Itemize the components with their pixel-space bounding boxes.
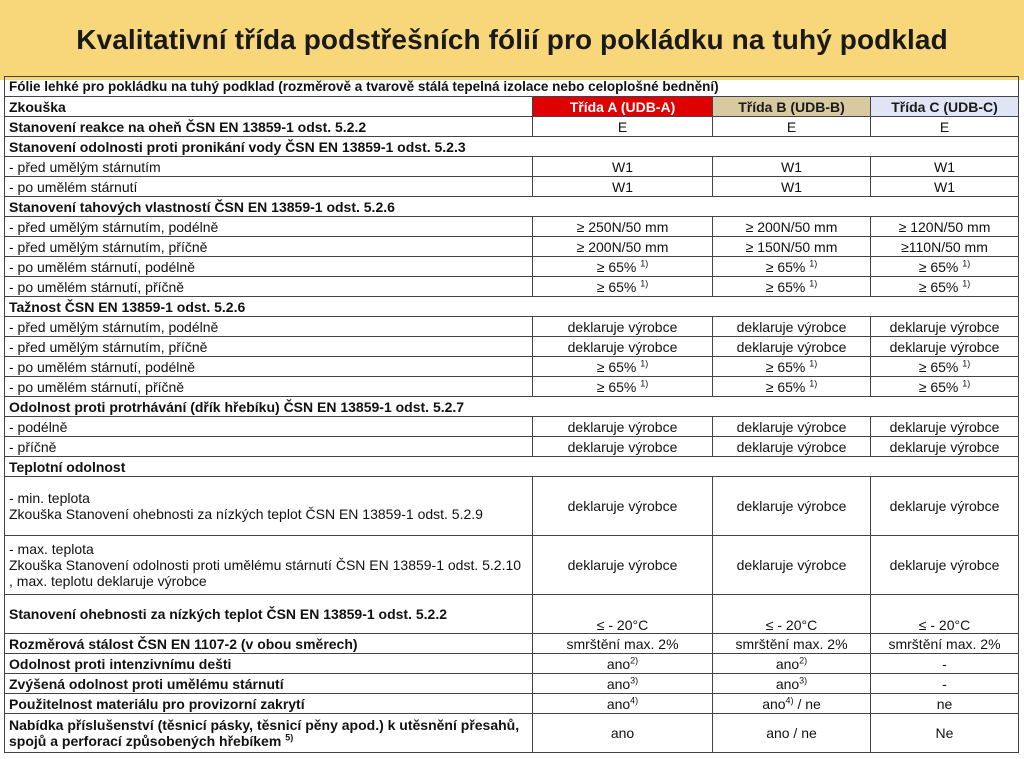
footnote-ref: 1) [809, 277, 818, 288]
section-row [5, 457, 1019, 477]
cell-c: deklaruje výrobce [871, 317, 1019, 337]
row-label: - před umělým stárnutím, příčně [5, 237, 533, 257]
row-label [5, 714, 533, 753]
row-label: - před umělým stárnutím [5, 157, 533, 177]
footnote-ref: 3) [799, 674, 808, 685]
cell-value: ≥ 65% [596, 278, 637, 295]
header-row [5, 97, 1019, 117]
cell-value: ano [775, 675, 800, 692]
title-bar [0, 0, 1024, 80]
cell-value: ≥ 65% [918, 278, 959, 295]
row-label: - po umělém stárnutí [5, 177, 533, 197]
cell-b [713, 257, 871, 277]
cell-c: ≥110N/50 mm [871, 237, 1019, 257]
cell-b: deklaruje výrobce [713, 536, 871, 595]
cell-b [713, 694, 871, 714]
footnote-ref: 4) [785, 694, 794, 705]
footnote-ref: 1) [640, 357, 649, 368]
cell-b: ≥ 200N/50 mm [713, 217, 871, 237]
footnote-ref: 3) [630, 674, 639, 685]
cell-b: ≤ - 20°C [713, 595, 871, 634]
table-row [5, 337, 1019, 357]
cell-c [871, 257, 1019, 277]
cell-b: deklaruje výrobce [713, 417, 871, 437]
cell-value: ≥ 65% [765, 278, 806, 295]
footnote-ref: 5) [285, 732, 294, 743]
row-label: - před umělým stárnutím, příčně [5, 337, 533, 357]
row-label: Zvýšená odolnost proti umělému stárnutí [5, 674, 533, 694]
header-class-a: Třída A (UDB-A) [533, 97, 713, 117]
row-label: - max. teplota Zkouška Stanovení odolnosti proti umělému stárnutí ČSN EN 13859-1 odst. 5.2.10 , max. teplotu deklaruje výrobce [5, 536, 533, 595]
cell-a [533, 694, 713, 714]
cell-c: ne [871, 694, 1019, 714]
table-row [5, 317, 1019, 337]
table-row [5, 437, 1019, 457]
cell-c: ≤ - 20°C [871, 595, 1019, 634]
table-row [5, 157, 1019, 177]
cell-a [533, 654, 713, 674]
row-label: - po umělém stárnutí, podélně [5, 257, 533, 277]
row-label-text: Nabídka příslušenství (těsnicí pásky, těsnicí pěny apod.) k utěsnění přesahů, spojů a perforací způsobených hřebíkem [9, 717, 520, 749]
cell-c: - [871, 654, 1019, 674]
section-label: Tažnost ČSN EN 13859-1 odst. 5.2.6 [5, 297, 1019, 317]
cell-a: ≥ 200N/50 mm [533, 237, 713, 257]
table-row [5, 377, 1019, 397]
cell-value: ano [775, 655, 800, 672]
row-label: - podélně [5, 417, 533, 437]
cell-b: deklaruje výrobce [713, 317, 871, 337]
cell-a: smrštění max. 2% [533, 634, 713, 654]
table-row [5, 654, 1019, 674]
cell-c: deklaruje výrobce [871, 536, 1019, 595]
cell-a: deklaruje výrobce [533, 337, 713, 357]
row-label: - před umělým stárnutím, podélně [5, 317, 533, 337]
cell-b: deklaruje výrobce [713, 477, 871, 536]
footnote-ref: 2) [630, 654, 639, 665]
cell-a: deklaruje výrobce [533, 437, 713, 457]
cell-b: smrštění max. 2% [713, 634, 871, 654]
cell-value: ≥ 65% [596, 258, 637, 275]
cell-b [713, 654, 871, 674]
table-subtitle: Fólie lehké pro pokládku na tuhý podklad (rozměrově a tvarově stálá tepelná izolace nebo celoplošné bednění) [5, 77, 1019, 97]
cell-c: W1 [871, 157, 1019, 177]
classification-table [4, 76, 1019, 753]
cell-value: ≥ 65% [918, 258, 959, 275]
cell-b: E [713, 117, 871, 137]
cell-value: ano [606, 655, 631, 672]
section-row [5, 197, 1019, 217]
cell-b: ano / ne [713, 714, 871, 753]
cell-a: deklaruje výrobce [533, 477, 713, 536]
table-row [5, 595, 1019, 634]
table-row [5, 257, 1019, 277]
cell-c: deklaruje výrobce [871, 477, 1019, 536]
cell-a: ≤ - 20°C [533, 595, 713, 634]
cell-a: W1 [533, 177, 713, 197]
cell-value: ano [606, 695, 631, 712]
cell-a: W1 [533, 157, 713, 177]
section-row [5, 297, 1019, 317]
footnote-ref: 1) [962, 257, 971, 268]
table-row [5, 237, 1019, 257]
footnote-ref: 4) [630, 694, 639, 705]
table-row [5, 417, 1019, 437]
section-label: Stanovení odolnosti proti pronikání vody ČSN EN 13859-1 odst. 5.2.3 [5, 137, 1019, 157]
section-label: Odolnost proti protrhávání (dřík hřebíku) ČSN EN 13859-1 odst. 5.2.7 [5, 397, 1019, 417]
cell-a [533, 257, 713, 277]
cell-value: ano [606, 675, 631, 692]
row-label: Odolnost proti intenzivnímu dešti [5, 654, 533, 674]
header-class-b: Třída B (UDB-B) [713, 97, 871, 117]
cell-a: deklaruje výrobce [533, 417, 713, 437]
cell-c: - [871, 674, 1019, 694]
cell-value: ano [762, 695, 786, 712]
footnote-ref: 1) [640, 277, 649, 288]
cell-b: W1 [713, 157, 871, 177]
section-label: Stanovení tahových vlastností ČSN EN 13859-1 odst. 5.2.6 [5, 197, 1019, 217]
cell-a [533, 377, 713, 397]
cell-c: ≥ 120N/50 mm [871, 217, 1019, 237]
cell-value-suffix: / ne [793, 695, 821, 712]
row-label: - po umělém stárnutí, příčně [5, 377, 533, 397]
cell-b [713, 277, 871, 297]
subtitle-row [5, 77, 1019, 97]
cell-a [533, 277, 713, 297]
cell-c: W1 [871, 177, 1019, 197]
cell-a [533, 357, 713, 377]
cell-c: E [871, 117, 1019, 137]
cell-c: deklaruje výrobce [871, 337, 1019, 357]
cell-a: deklaruje výrobce [533, 317, 713, 337]
classification-table-wrapper [4, 76, 1018, 753]
cell-c [871, 277, 1019, 297]
section-row [5, 137, 1019, 157]
table-row [5, 357, 1019, 377]
header-class-c: Třída C (UDB-C) [871, 97, 1019, 117]
row-label: Použitelnost materiálu pro provizorní zakrytí [5, 694, 533, 714]
row-label: - po umělém stárnutí, podélně [5, 357, 533, 377]
cell-value: ≥ 65% [596, 358, 637, 375]
cell-a: E [533, 117, 713, 137]
cell-a: ano [533, 714, 713, 753]
cell-b [713, 674, 871, 694]
footnote-ref: 1) [962, 357, 971, 368]
table-row [5, 477, 1019, 536]
cell-value: ≥ 65% [918, 358, 959, 375]
page-title: Kvalitativní třída podstřešních fólií pro pokládku na tuhý podklad [76, 24, 948, 55]
section-label: Teplotní odolnost [5, 457, 1019, 477]
table-row [5, 217, 1019, 237]
cell-c: deklaruje výrobce [871, 437, 1019, 457]
footnote-ref: 1) [962, 277, 971, 288]
cell-b [713, 377, 871, 397]
table-row [5, 277, 1019, 297]
cell-c [871, 377, 1019, 397]
row-label: - po umělém stárnutí, příčně [5, 277, 533, 297]
cell-value: ≥ 65% [765, 258, 806, 275]
footnote-ref: 1) [962, 377, 971, 388]
footnote-ref: 1) [640, 257, 649, 268]
footnote-ref: 1) [809, 357, 818, 368]
table-row [5, 177, 1019, 197]
row-label: Stanovení reakce na oheň ČSN EN 13859-1 odst. 5.2.2 [5, 117, 533, 137]
table-row [5, 536, 1019, 595]
table-row [5, 714, 1019, 753]
table-row [5, 634, 1019, 654]
cell-b: ≥ 150N/50 mm [713, 237, 871, 257]
cell-b: deklaruje výrobce [713, 337, 871, 357]
footnote-ref: 2) [799, 654, 808, 665]
cell-c: smrštění max. 2% [871, 634, 1019, 654]
cell-value: ≥ 65% [596, 378, 637, 395]
row-label: - příčně [5, 437, 533, 457]
row-label: Stanovení ohebnosti za nízkých teplot ČSN EN 13859-1 odst. 5.2.2 [5, 595, 533, 634]
cell-value: ≥ 65% [765, 378, 806, 395]
row-label: Rozměrová stálost ČSN EN 1107-2 (v obou směrech) [5, 634, 533, 654]
cell-a: ≥ 250N/50 mm [533, 217, 713, 237]
cell-c: deklaruje výrobce [871, 417, 1019, 437]
cell-value: ≥ 65% [765, 358, 806, 375]
section-row [5, 397, 1019, 417]
cell-c [871, 357, 1019, 377]
table-row [5, 117, 1019, 137]
cell-b [713, 357, 871, 377]
cell-value: ≥ 65% [918, 378, 959, 395]
table-row [5, 694, 1019, 714]
footnote-ref: 1) [809, 257, 818, 268]
cell-b: deklaruje výrobce [713, 437, 871, 457]
row-label: - před umělým stárnutím, podélně [5, 217, 533, 237]
cell-a: deklaruje výrobce [533, 536, 713, 595]
cell-a [533, 674, 713, 694]
header-test: Zkouška [5, 97, 533, 117]
footnote-ref: 1) [809, 377, 818, 388]
cell-c: Ne [871, 714, 1019, 753]
footnote-ref: 1) [640, 377, 649, 388]
row-label: - min. teplota Zkouška Stanovení ohebnosti za nízkých teplot ČSN EN 13859-1 odst. 5.2.9 [5, 477, 533, 536]
cell-b: W1 [713, 177, 871, 197]
table-row [5, 674, 1019, 694]
